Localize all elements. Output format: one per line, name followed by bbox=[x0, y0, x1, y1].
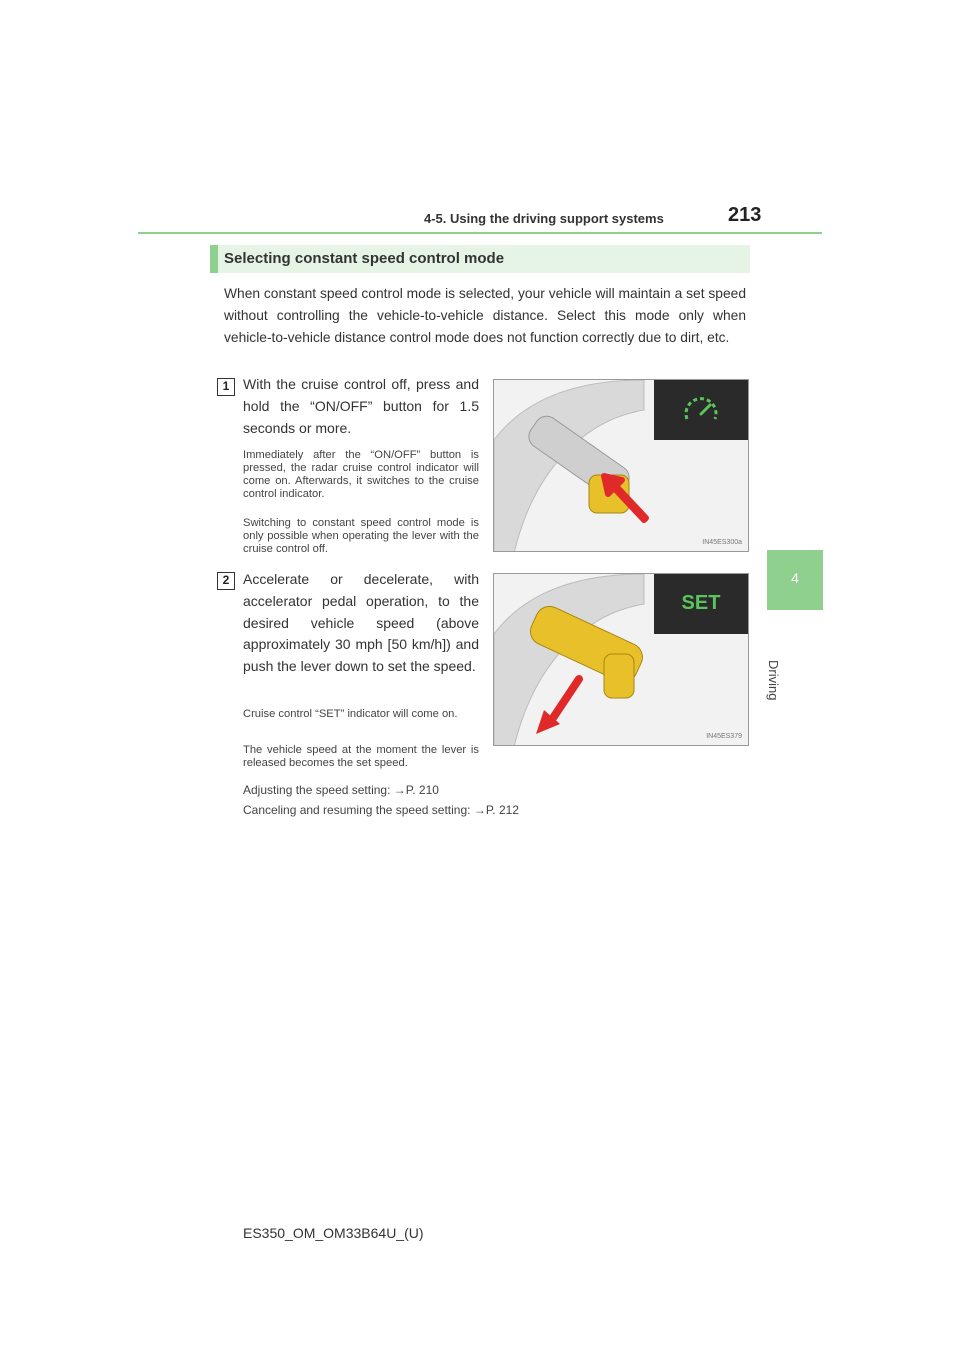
chapter-label-container bbox=[766, 612, 823, 701]
illustration-code: IN45ES379 bbox=[706, 733, 742, 740]
step-2-note-1: Cruise control “SET” indicator will come on. bbox=[243, 708, 458, 720]
reference-adjusting-speed[interactable]: Adjusting the speed setting: →P. 210 bbox=[243, 783, 439, 797]
step-1-number: 1 bbox=[217, 378, 235, 396]
intro-paragraph: When constant speed control mode is selected, your vehicle will maintain a set speed without controlling the vehicle-to-vehicle distance. Select this mode only when vehicle-to-vehicle distance control mode does not function correctly due to dirt, etc. bbox=[224, 286, 746, 345]
step-2-illustration bbox=[493, 573, 749, 746]
chapter-tab bbox=[767, 550, 823, 610]
set-indicator-text: SET bbox=[681, 592, 721, 614]
step-1-text: With the cruise control off, press and hold the “ON/OFF” button for 1.5 seconds or more. bbox=[243, 376, 479, 436]
step-1-illustration bbox=[493, 379, 749, 552]
lever-tip bbox=[604, 654, 634, 698]
step-1-note-1: Immediately after the “ON/OFF” button is pressed, the radar cruise control indicator will come on. Afterwards, it switches to the cruise control indicator. bbox=[243, 449, 479, 500]
red-down-arrow bbox=[549, 679, 579, 724]
section-heading-text: Selecting constant speed control mode bbox=[224, 250, 505, 267]
header-section-title: 4-5. Using the driving support systems bbox=[424, 211, 664, 226]
step-2-number: 2 bbox=[217, 572, 235, 590]
reference-canceling-resuming[interactable]: Canceling and resuming the speed setting: →P. 212 bbox=[243, 803, 519, 817]
chapter-tab-number: 4 bbox=[791, 570, 799, 586]
step-2-note-2: The vehicle speed at the moment the lever is released becomes the set speed. bbox=[243, 744, 479, 769]
header-rule bbox=[138, 232, 822, 234]
cruise-control-indicator-icon bbox=[654, 380, 748, 440]
illustration-code: IN45ES300a bbox=[702, 539, 742, 546]
page-number: 213 bbox=[728, 204, 762, 226]
chapter-tab-label: Driving bbox=[766, 660, 781, 701]
section-heading bbox=[210, 245, 750, 273]
dashboard-indicator-panel bbox=[654, 380, 748, 440]
step-2-text: Accelerate or decelerate, with accelerator pedal operation, to the desired vehicle speed (above approximately 30 mph [50 km/h]) and push the lever down to set the speed. bbox=[243, 571, 479, 675]
step-1-note-2: Switching to constant speed control mode is only possible when operating the lever with the cruise control off. bbox=[243, 517, 479, 555]
dashboard-indicator-panel bbox=[654, 574, 748, 634]
footer-document-code: ES350_OM_OM33B64U_(U) bbox=[243, 1225, 424, 1241]
